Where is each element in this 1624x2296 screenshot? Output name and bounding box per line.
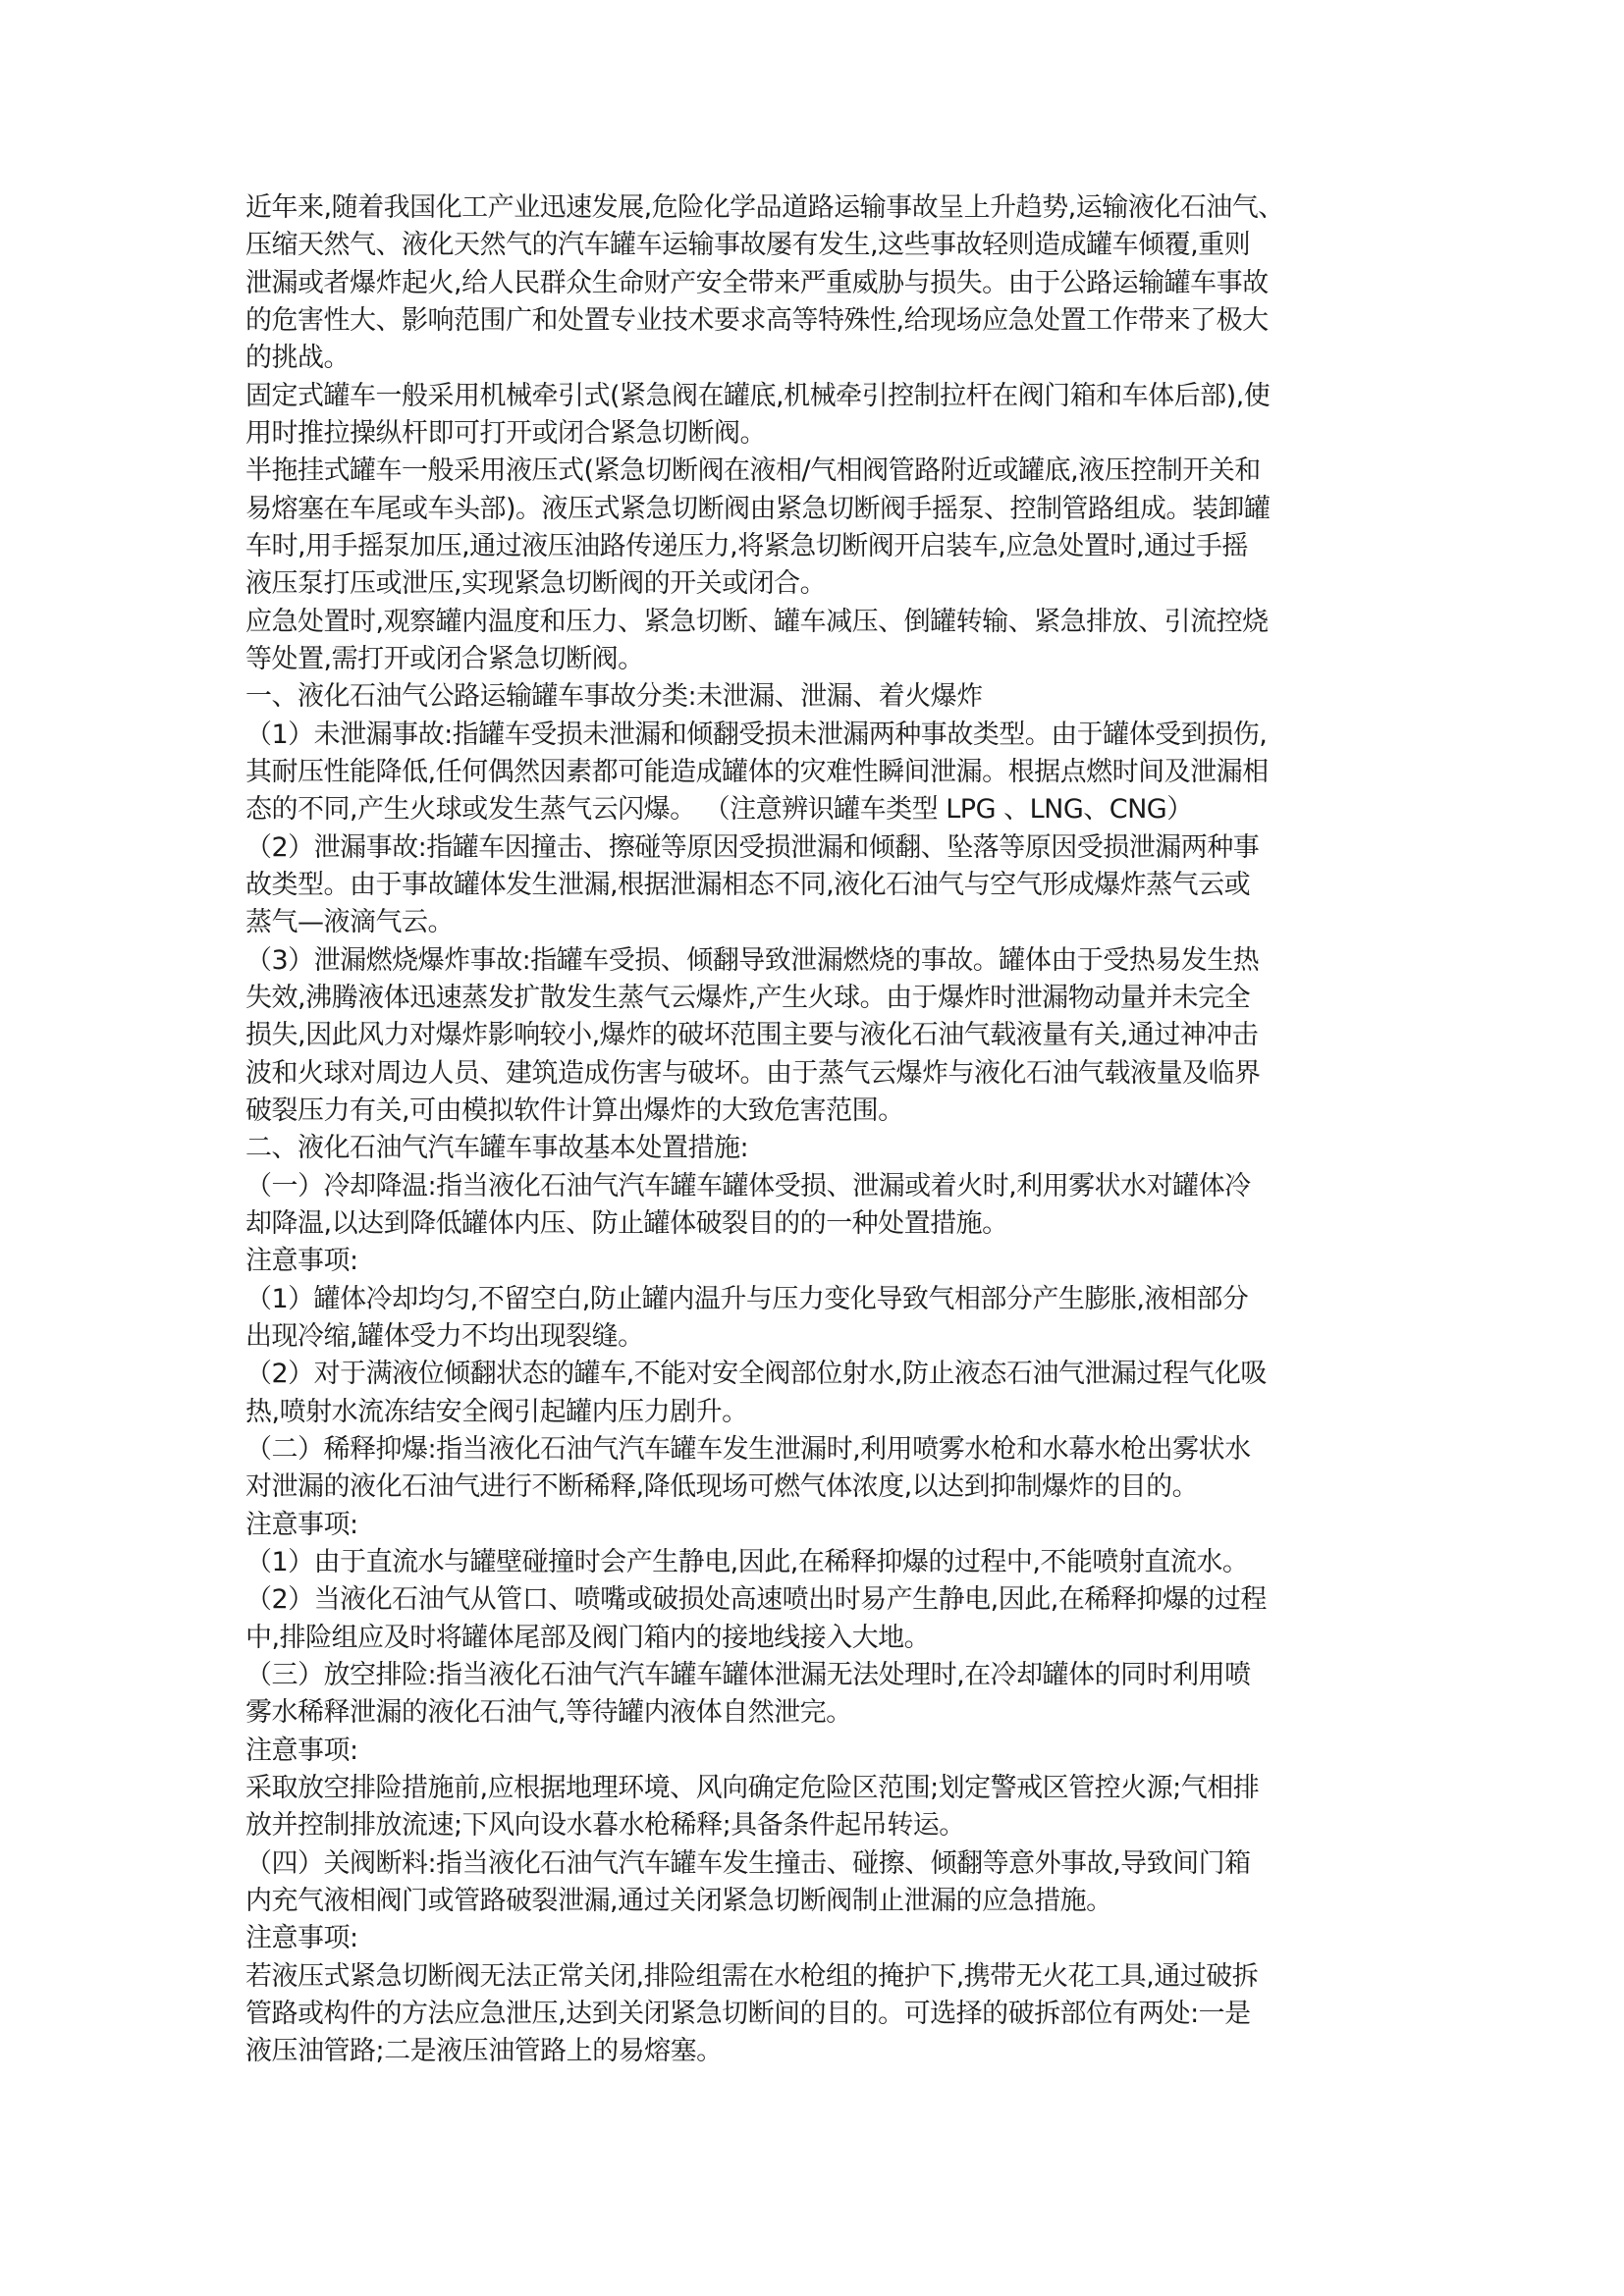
- text-line: 固定式罐车一般采用机械牵引式(紧急阀在罐底,机械牵引控制拉杆在阀门箱和车体后部),使: [245, 381, 1271, 411]
- text-line: （1）罐体冷却均匀,不留空白,防止罐内温升与压力变化导致气相部分产生膨胀,液相部分: [245, 1284, 1249, 1314]
- text-line: 近年来,随着我国化工产业迅速发展,危险化学品道路运输事故呈上升趋势,运输液化石油气、: [245, 192, 1284, 223]
- text-line: 故类型。由于事故罐体发生泄漏,根据泄漏相态不同,液化石油气与空气形成爆炸蒸气云或: [245, 870, 1251, 900]
- note-heading: 注意事项:: [245, 1510, 358, 1540]
- text-line: 出现冷缩,罐体受力不均出现裂缝。: [245, 1321, 644, 1352]
- section-heading: 二、液化石油气汽车罐车事故基本处置措施:: [245, 1133, 749, 1163]
- text-line: （2）泄漏事故:指罐车因撞击、擦碰等原因受损泄漏和倾翻、坠落等原因受损泄漏两种事: [245, 832, 1260, 863]
- text-line: 放并控制排放流速;下风向设水暮水枪稀释;具备条件起吊转运。: [245, 1810, 965, 1841]
- text-line: （二）稀释抑爆:指当液化石油气汽车罐车发生泄漏时,利用喷雾水枪和水幕水枪出雾状水: [245, 1434, 1251, 1465]
- note-heading: 注意事项:: [245, 1246, 358, 1276]
- text-line: 其耐压性能降低,任何偶然因素都可能造成罐体的灾难性瞬间泄漏。根据点燃时间及泄漏相: [245, 757, 1269, 787]
- text-line: （2）当液化石油气从管口、喷嘴或破损处高速喷出时易产生静电,因此,在稀释抑爆的过程: [245, 1584, 1267, 1615]
- text-line: （1）由于直流水与罐壁碰撞时会产生静电,因此,在稀释抑爆的过程中,不能喷射直流水。: [245, 1547, 1249, 1577]
- text-line: 若液压式紧急切断阀无法正常关闭,排险组需在水枪组的掩护下,携带无火花工具,通过破拆: [245, 1961, 1259, 1992]
- text-line: 内充气液相阀门或管路破裂泄漏,通过关闭紧急切断阀制止泄漏的应急措施。: [245, 1886, 1112, 1916]
- text-line: 热,喷射水流冻结安全阀引起罐内压力剧升。: [245, 1397, 748, 1427]
- text-line: 车时,用手摇泵加压,通过液压油路传递压力,将紧急切断阀开启装车,应急处置时,通过手摇: [245, 531, 1248, 561]
- text-line: 却降温,以达到降低罐体内压、防止罐体破裂目的的一种处置措施。: [245, 1208, 1008, 1239]
- text-line: 中,排险组应及时将罐体尾部及阀门箱内的接地线接入大地。: [245, 1623, 931, 1653]
- text-line: 等处置,需打开或闭合紧急切断阀。: [245, 644, 644, 674]
- text-line: （3）泄漏燃烧爆炸事故:指罐车受损、倾翻导致泄漏燃烧的事故。罐体由于受热易发生热: [245, 945, 1260, 976]
- text-line: 损失,因此风力对爆炸影响较小,爆炸的破坏范围主要与液化石油气载液量有关,通过神冲击: [245, 1020, 1259, 1050]
- text-line: 雾水稀释泄漏的液化石油气,等待罐内液体自然泄完。: [245, 1697, 852, 1728]
- text-line: （四）关阀断料:指当液化石油气汽车罐车发生撞击、碰擦、倾翻等意外事故,导致间门箱: [245, 1848, 1251, 1879]
- text-line: 采取放空排险措施前,应根据地理环境、风向确定危险区范围;划定警戒区管控火源;气相排: [245, 1773, 1260, 1803]
- text-line: 应急处置时,观察罐内温度和压力、紧急切断、罐车减压、倒罐转输、紧急排放、引流控烧: [245, 607, 1269, 637]
- text-line: 压缩天然气、液化天然气的汽车罐车运输事故屡有发生,这些事故轻则造成罐车倾覆,重则: [245, 230, 1251, 260]
- text-line: 波和火球对周边人员、建筑造成伤害与破坏。由于蒸气云爆炸与液化石油气载液量及临界: [245, 1058, 1261, 1089]
- text-line: 泄漏或者爆炸起火,给人民群众生命财产安全带来严重威胁与损失。由于公路运输罐车事故: [245, 268, 1269, 298]
- section-heading: 一、液化石油气公路运输罐车事故分类:未泄漏、泄漏、着火爆炸: [245, 681, 983, 712]
- text-line: （三）放空排险:指当液化石油气汽车罐车罐体泄漏无法处理时,在冷却罐体的同时利用喷: [245, 1660, 1251, 1690]
- text-line: 易熔塞在车尾或车头部)。液压式紧急切断阀由紧急切断阀手摇泵、控制管路组成。装卸罐: [245, 494, 1271, 524]
- text-line: 对泄漏的液化石油气进行不断稀释,降低现场可燃气体浓度,以达到抑制爆炸的目的。: [245, 1471, 1199, 1502]
- note-heading: 注意事项:: [245, 1735, 358, 1766]
- text-line: （一）冷却降温:指当液化石油气汽车罐车罐体受损、泄漏或着火时,利用雾状水对罐体冷: [245, 1171, 1251, 1201]
- text-line: 液压油管路;二是液压油管路上的易熔塞。: [245, 2036, 723, 2066]
- text-line: 管路或构件的方法应急泄压,达到关闭紧急切断间的目的。可选择的破拆部位有两处:一是: [245, 1999, 1251, 2029]
- text-line: 用时推拉操纵杆即可打开或闭合紧急切断阀。: [245, 418, 766, 449]
- text-line: 失效,沸腾液体迅速蒸发扩散发生蒸气云爆炸,产生火球。由于爆炸时泄漏物动量并未完全: [245, 983, 1251, 1013]
- note-heading: 注意事项:: [245, 1923, 358, 1953]
- text-line: 的挑战。: [245, 343, 350, 373]
- text-line: （2）对于满液位倾翻状态的罐车,不能对安全阀部位射水,防止液态石油气泄漏过程气化吸: [245, 1359, 1267, 1389]
- text-line: 液压泵打压或泄压,实现紧急切断阀的开关或闭合。: [245, 568, 827, 599]
- text-line: 态的不同,产生火球或发生蒸气云闪爆。 （注意辨识罐车类型 LPG 、LNG、CNG）: [245, 794, 1193, 825]
- text-line: 的危害性大、影响范围广和处置专业技术要求高等特殊性,给现场应急处置工作带来了极大: [245, 305, 1269, 336]
- text-line: 半拖挂式罐车一般采用液压式(紧急切断阀在液相/气相阀管路附近或罐底,液压控制开关和: [245, 455, 1261, 486]
- text-line: 破裂压力有关,可由模拟软件计算出爆炸的大致危害范围。: [245, 1095, 904, 1126]
- text-line: 蒸气—液滴气云。: [245, 907, 454, 937]
- text-line: （1）未泄漏事故:指罐车受损未泄漏和倾翻受损未泄漏两种事故类型。由于罐体受到损伤,: [245, 720, 1268, 750]
